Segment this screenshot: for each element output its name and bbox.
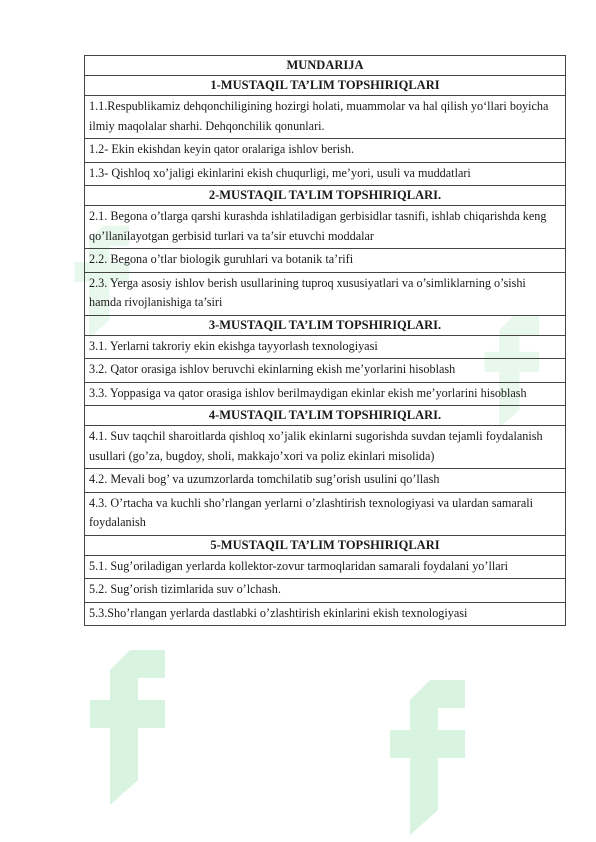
table-row — [85, 206, 566, 249]
toc-item: 4.2. Mevali bog’ va uzumzorlarda tomchilatib sug’orish usulini qo’llash — [85, 469, 566, 493]
table-row — [85, 272, 566, 315]
toc-title-row — [85, 56, 566, 76]
table-row — [85, 555, 566, 579]
toc-item: 5.3.Sho’rlangan yerlarda dastlabki o’zlashtirish ekinlarini ekish texnologiyasi — [85, 602, 566, 626]
table-row — [85, 492, 566, 535]
toc-item: 2.1. Begona o’tlarga qarshi kurashda ishlatiladigan gerbisidlar tasnifi, ishlab chiqarishda keng qo’llanilayotgan gerbisid turlari va ta’sir etuvchi moddalar — [85, 206, 566, 249]
toc-item: 2.3. Yerga asosiy ishlov berish usullarining tuproq xususiyatlari va o’simliklarning o’sishi hamda rivojlanishiga ta’siri — [85, 272, 566, 315]
page-title: MUNDARIJA — [85, 56, 566, 76]
toc-item: 2.2. Begona o’tlar biologik guruhlari va botanik ta’rifi — [85, 249, 566, 273]
toc-item: 3.1. Yerlarni takroriy ekin ekishga tayyorlash texnologiyasi — [85, 335, 566, 359]
watermark-logo — [70, 640, 180, 810]
toc-item: 1.3- Qishloq xo’jaligi ekinlarini ekish chuqurligi, me’yori, usuli va muddatlari — [85, 162, 566, 186]
table-row — [85, 426, 566, 469]
toc-item: 1.2- Ekin ekishdan keyin qator oralariga ishlov berish. — [85, 139, 566, 163]
table-row — [85, 249, 566, 273]
toc-item: 4.1. Suv taqchil sharoitlarda qishloq xo’jalik ekinlarni sugorishda suvdan tejamli foydalanish usullari (go’za, bugdoy, sholi, makkajo’xori va poliz ekinlari misolida) — [85, 426, 566, 469]
section-heading-row — [85, 315, 566, 335]
section-heading: 4-MUSTAQIL TA’LIM TOPSHIRIQLARI. — [85, 406, 566, 426]
table-row — [85, 382, 566, 406]
toc-item: 1.1.Respublikamiz dehqonchiligining hozirgi holati, muammolar va hal qilish yo‘llari boyicha ilmiy maqolalar sharhi. Dehqonchilik qonunlari. — [85, 96, 566, 139]
section-heading-row — [85, 535, 566, 555]
table-of-contents — [84, 55, 566, 626]
toc-item: 3.2. Qator orasiga ishlov beruvchi ekinlarning ekish me’yorlarini hisoblash — [85, 359, 566, 383]
section-heading: 5-MUSTAQIL TA’LIM TOPSHIRIQLARI — [85, 535, 566, 555]
table-row — [85, 162, 566, 186]
section-heading: 1-MUSTAQIL TA’LIM TOPSHIRIQLARI — [85, 76, 566, 96]
toc-item: 5.2. Sug’orish tizimlarida suv o’lchash. — [85, 579, 566, 603]
table-row — [85, 579, 566, 603]
table-row — [85, 359, 566, 383]
section-heading-row — [85, 76, 566, 96]
section-heading: 2-MUSTAQIL TA’LIM TOPSHIRIQLARI. — [85, 186, 566, 206]
table-row — [85, 96, 566, 139]
toc-item: 3.3. Yoppasiga va qator orasiga ishlov berilmaydigan ekinlar ekish me’yorlarini hisoblash — [85, 382, 566, 406]
table-row — [85, 335, 566, 359]
section-heading: 3-MUSTAQIL TA’LIM TOPSHIRIQLARI. — [85, 315, 566, 335]
section-heading-row — [85, 406, 566, 426]
toc-item: 4.3. O’rtacha va kuchli sho’rlangan yerlarni o’zlashtirish texnologiyasi va ulardan samarali foydalanish — [85, 492, 566, 535]
section-heading-row — [85, 186, 566, 206]
table-row — [85, 469, 566, 493]
watermark-logo — [370, 670, 480, 840]
table-row — [85, 602, 566, 626]
table-row — [85, 139, 566, 163]
toc-item: 5.1. Sug’oriladigan yerlarda kollektor-zovur tarmoqlaridan samarali foydalani yo’llari — [85, 555, 566, 579]
